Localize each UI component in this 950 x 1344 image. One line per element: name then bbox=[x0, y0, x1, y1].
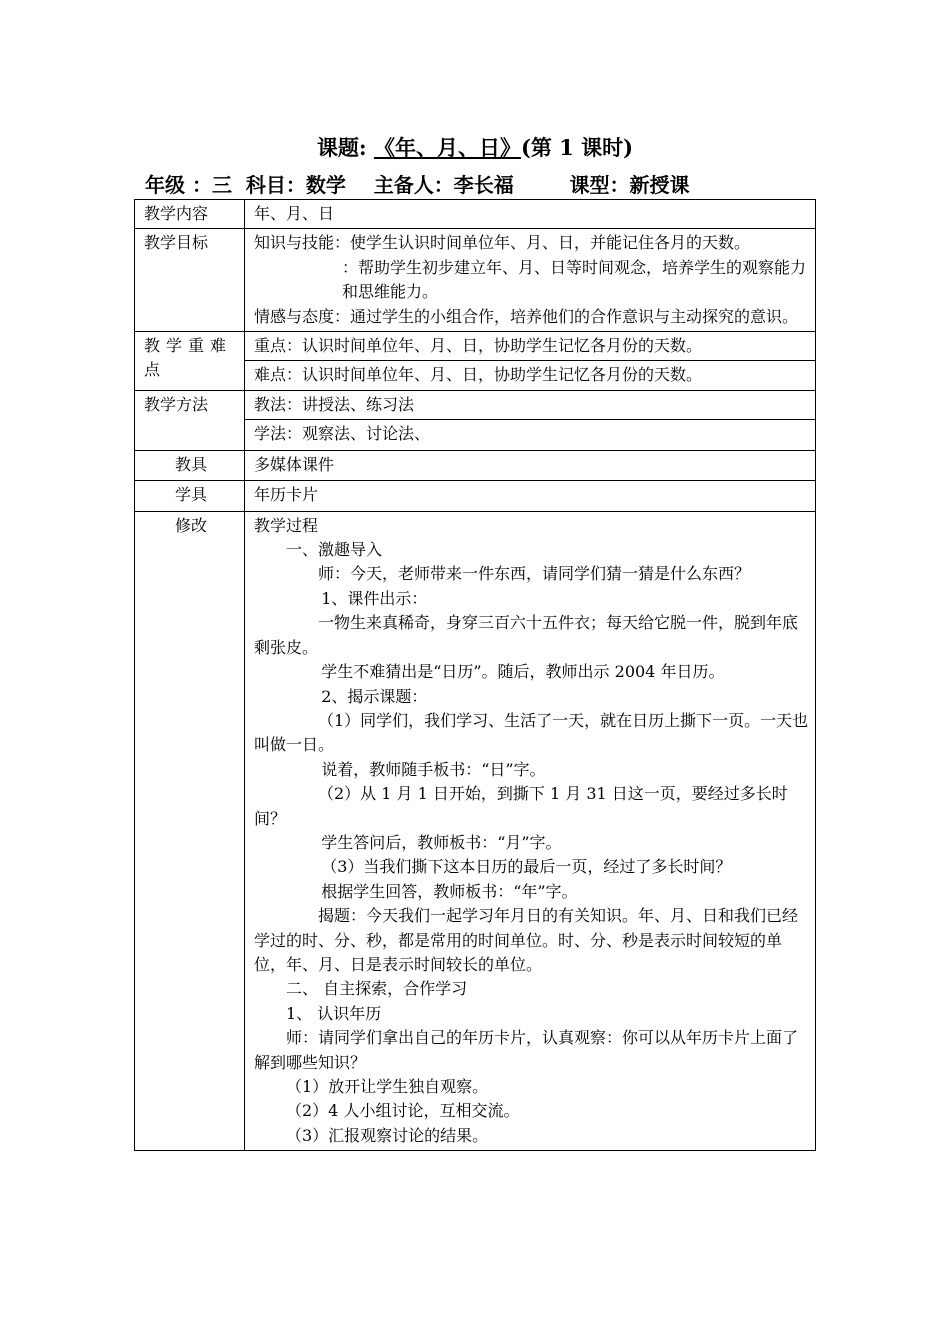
goals-label: 教学目标 bbox=[135, 229, 245, 332]
table-row bbox=[135, 200, 816, 229]
table-row bbox=[135, 332, 816, 361]
process-paragraph: 学生不难猜出是“日历”。随后，教师出示 2004 年日历。 bbox=[321, 662, 725, 682]
process-paragraph: 1、课件出示： bbox=[321, 588, 428, 608]
section-heading: 二、 自主探索，合作学习 bbox=[286, 979, 468, 999]
table-row bbox=[135, 480, 816, 511]
process-heading: 教学过程 bbox=[254, 515, 319, 535]
process-paragraph: （2）从 1 月 1 日开始，到撕下 1 月 31 日这一页，要经过多长时间？ bbox=[254, 784, 788, 828]
goal-knowledge: 知识与技能：使学生认识时间单位年、月、日，并能记住各月的天数。 bbox=[254, 233, 751, 253]
grade-label: 年级 ：三 bbox=[145, 173, 232, 197]
student-tools-label: 学具 bbox=[135, 480, 245, 511]
process-paragraph: 揭题：今天我们一起学习年月日的有关知识。年、月、日和我们已经学过的时、分、秒，都是常用的时间单位。时、分、秒是表示时间较短的单位，年、月、日是表示时间较长的单位。 bbox=[254, 906, 799, 974]
process-paragraph: 2、揭示课题： bbox=[321, 686, 428, 706]
title-suffix: (第 1 课时) bbox=[520, 135, 634, 160]
process-paragraph: 学生答问后，教师板书：“月”字。 bbox=[321, 832, 562, 852]
table-row bbox=[135, 511, 816, 1151]
process-paragraph: （1）放开让学生独自观察。 bbox=[286, 1077, 489, 1096]
title-prefix: 课题: bbox=[316, 135, 374, 160]
process-paragraph: （1）同学们，我们学习、生活了一天，就在日历上撕下一页。一天也叫做一日。 bbox=[254, 710, 809, 755]
table-row bbox=[135, 390, 816, 419]
page-title bbox=[0, 132, 950, 164]
lesson-meta bbox=[145, 170, 845, 200]
process-paragraph: （2）4 人小组讨论，互相交流。 bbox=[286, 1101, 520, 1121]
teacher-tools-label: 教具 bbox=[135, 451, 245, 480]
process-paragraph: 师：今天，老师带来一件东西，请同学们猜一猜是什么东西？ bbox=[318, 564, 751, 584]
keypoints-label: 教学重难点 bbox=[135, 332, 245, 391]
subject-label: 科目：数学 bbox=[245, 173, 346, 197]
table-row bbox=[135, 451, 816, 480]
learning-method: 学法：观察法、讨论法、 bbox=[245, 420, 816, 451]
goals-cell bbox=[245, 229, 816, 332]
process-cell bbox=[245, 511, 816, 1151]
difficult-point: 难点：认识时间单位年、月、日，协助学生记忆各月份的天数。 bbox=[245, 361, 816, 390]
process-paragraph: 根据学生回答，教师板书：“年”字。 bbox=[321, 881, 578, 901]
process-paragraph: （3）当我们撕下这本日历的最后一页，经过了多长时间？ bbox=[321, 857, 732, 877]
lesson-type-label: 课型：新授课 bbox=[569, 173, 690, 197]
revise-label: 修改 bbox=[135, 511, 245, 1151]
process-paragraph: （3）汇报观察讨论的结果。 bbox=[286, 1125, 489, 1145]
student-tools: 年历卡片 bbox=[245, 480, 816, 511]
goal-process: ：帮助学生初步建立年、月、日等时间观念，培养学生的观察能力和思维能力。 bbox=[342, 257, 807, 302]
section-heading: 一、激趣导入 bbox=[286, 540, 383, 560]
process-paragraph: 1、 认识年历 bbox=[286, 1003, 382, 1023]
method-label: 教学方法 bbox=[135, 390, 245, 450]
process-paragraph: 说着，教师随手板书：“日”字。 bbox=[321, 759, 546, 779]
process-paragraph: 师：请同学们拿出自己的年历卡片，认真观察：你可以从年历卡片上面了解到哪些知识？ bbox=[254, 1028, 799, 1072]
title-course: 《年、月、日》 bbox=[373, 135, 521, 160]
teaching-method: 教法：讲授法、练习法 bbox=[245, 390, 816, 419]
process-paragraph: 一物生来真稀奇，身穿三百六十五件衣；每天给它脱一件，脱到年底剩张皮。 bbox=[254, 613, 799, 657]
key-point: 重点：认识时间单位年、月、日，协助学生记忆各月份的天数。 bbox=[245, 332, 816, 361]
table-row bbox=[135, 229, 816, 332]
content-label: 教学内容 bbox=[135, 200, 245, 229]
preparer-label: 主备人：李长福 bbox=[373, 173, 514, 197]
teacher-tools: 多媒体课件 bbox=[245, 451, 816, 480]
lesson-plan-table bbox=[134, 199, 816, 1151]
content-value: 年、月、日 bbox=[245, 200, 816, 229]
goal-emotion: 情感与态度：通过学生的小组合作，培养他们的合作意识与主动探究的意识。 bbox=[254, 306, 799, 326]
